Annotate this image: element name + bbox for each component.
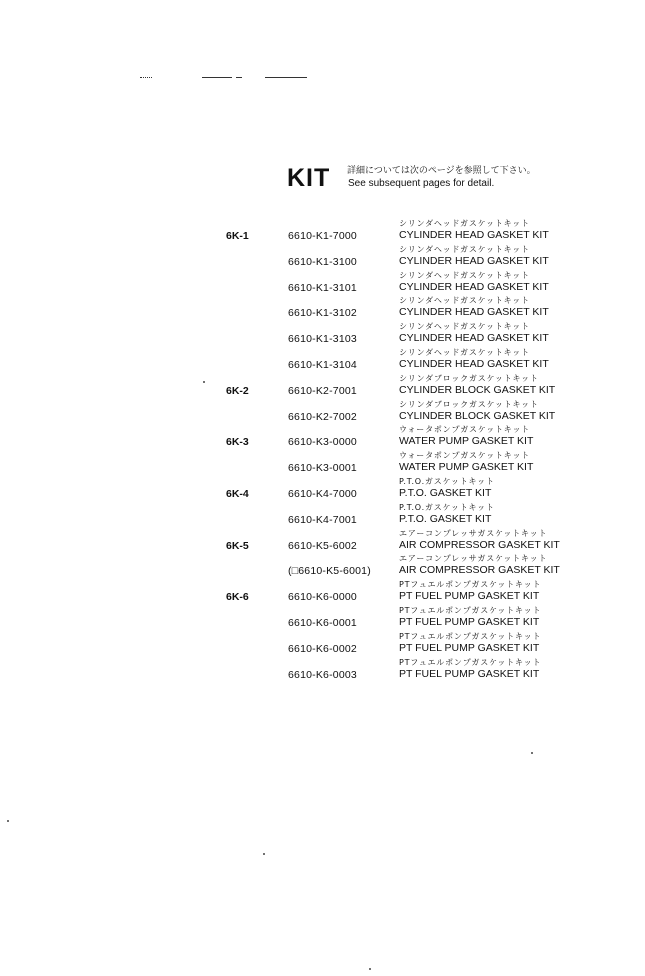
part-name-japanese: PTフュエルポンプガスケットキット bbox=[399, 657, 542, 667]
part-name-english: CYLINDER HEAD GASKET KIT bbox=[399, 229, 549, 241]
part-number: 6610-K1-3103 bbox=[288, 333, 357, 346]
group-code: 6K-1 bbox=[226, 230, 249, 242]
scan-speck bbox=[531, 752, 533, 754]
part-name-english: AIR COMPRESSOR GASKET KIT bbox=[399, 538, 560, 551]
part-number: (□6610-K5-6001) bbox=[288, 565, 371, 578]
kit-entry bbox=[0, 375, 645, 401]
part-name-english: AIR COMPRESSOR GASKET KIT bbox=[399, 564, 560, 577]
part-name-japanese: PTフュエルポンプガスケットキット bbox=[399, 580, 542, 590]
part-name-japanese: シリンダヘッドガスケットキット bbox=[399, 322, 530, 332]
kit-entry bbox=[0, 426, 645, 452]
kit-entry bbox=[0, 246, 645, 272]
group-code: 6K-4 bbox=[226, 487, 249, 500]
scan-speck bbox=[369, 968, 371, 970]
part-name-japanese: シリンダヘッドガスケットキット bbox=[399, 270, 530, 280]
part-number: 6610-K2-7001 bbox=[288, 384, 357, 397]
part-number: 6610-K6-0000 bbox=[288, 591, 357, 604]
part-name-english: CYLINDER HEAD GASKET KIT bbox=[399, 280, 549, 293]
part-number: 6610-K6-0002 bbox=[288, 642, 357, 655]
scan-speck bbox=[263, 853, 265, 855]
part-number: 6610-K4-7001 bbox=[288, 513, 357, 526]
part-name-english: PT FUEL PUMP GASKET KIT bbox=[399, 667, 540, 680]
group-code: 6K-3 bbox=[226, 436, 249, 449]
scan-speck bbox=[7, 820, 9, 822]
kit-entry bbox=[0, 401, 645, 427]
part-number: 6610-K3-0000 bbox=[288, 436, 357, 449]
part-name-english: CYLINDER HEAD GASKET KIT bbox=[399, 254, 549, 267]
kit-entry bbox=[0, 659, 645, 685]
page-title: KIT bbox=[287, 164, 331, 192]
kit-entry bbox=[0, 220, 645, 246]
kit-entry bbox=[0, 349, 645, 375]
part-name-english: PT FUEL PUMP GASKET KIT bbox=[399, 590, 540, 603]
group-code: 6K-5 bbox=[226, 539, 249, 552]
part-name-japanese: シリンダヘッドガスケットキット bbox=[399, 219, 530, 228]
part-name-english: WATER PUMP GASKET KIT bbox=[399, 435, 534, 448]
part-name-japanese: PTフュエルポンプガスケットキット bbox=[399, 631, 542, 641]
kit-entry bbox=[0, 581, 645, 607]
part-name-japanese: エアーコンプレッサガスケットキット bbox=[399, 528, 548, 538]
part-name-japanese: エアーコンプレッサガスケットキット bbox=[399, 554, 548, 564]
part-number: 6610-K3-0001 bbox=[288, 462, 357, 475]
kit-entry bbox=[0, 555, 645, 581]
kit-entry bbox=[0, 323, 645, 349]
part-name-english: PT FUEL PUMP GASKET KIT bbox=[399, 615, 540, 628]
part-number: 6610-K1-3100 bbox=[288, 255, 357, 268]
part-number: 6610-K4-7000 bbox=[288, 487, 357, 500]
group-code: 6K-2 bbox=[226, 384, 249, 397]
kit-entry bbox=[0, 504, 645, 530]
part-name-english: WATER PUMP GASKET KIT bbox=[399, 461, 534, 474]
kit-entry bbox=[0, 272, 645, 298]
kit-entry bbox=[0, 297, 645, 323]
part-number: 6610-K1-3101 bbox=[288, 281, 357, 294]
kit-list bbox=[0, 220, 645, 684]
note-english: See subsequent pages for detail. bbox=[348, 178, 495, 189]
part-number: 6610-K1-3102 bbox=[288, 307, 357, 320]
part-name-english: PT FUEL PUMP GASKET KIT bbox=[399, 641, 540, 654]
part-name-english: CYLINDER HEAD GASKET KIT bbox=[399, 357, 549, 370]
kit-entry bbox=[0, 607, 645, 633]
scan-mark bbox=[265, 77, 307, 78]
part-name-english: CYLINDER HEAD GASKET KIT bbox=[399, 332, 549, 345]
part-number: 6610-K6-0001 bbox=[288, 616, 357, 629]
scan-mark bbox=[140, 77, 152, 78]
part-number: 6610-K1-7000 bbox=[288, 230, 357, 242]
note-japanese: 詳細については次のページを参照して下さい。 bbox=[347, 166, 536, 176]
part-name-japanese: シリンダヘッドガスケットキット bbox=[399, 296, 530, 306]
part-name-japanese: P.T.O.ガスケットキット bbox=[399, 502, 495, 512]
kit-entry bbox=[0, 530, 645, 556]
part-name-japanese: シリンダヘッドガスケットキット bbox=[399, 347, 530, 357]
part-name-japanese: シリンダブロックガスケットキット bbox=[399, 373, 539, 383]
scan-mark bbox=[236, 77, 242, 78]
part-name-japanese: シリンダヘッドガスケットキット bbox=[399, 244, 530, 254]
kit-entry bbox=[0, 633, 645, 659]
part-name-japanese: P.T.O.ガスケットキット bbox=[399, 476, 495, 486]
part-name-english: P.T.O. GASKET KIT bbox=[399, 486, 492, 499]
part-number: 6610-K6-0003 bbox=[288, 668, 357, 681]
scan-mark bbox=[202, 77, 232, 78]
group-code: 6K-6 bbox=[226, 591, 249, 604]
part-name-english: CYLINDER BLOCK GASKET KIT bbox=[399, 409, 556, 422]
part-number: 6610-K2-7002 bbox=[288, 410, 357, 423]
part-number: 6610-K1-3104 bbox=[288, 358, 357, 371]
part-number: 6610-K5-6002 bbox=[288, 539, 357, 552]
part-name-english: P.T.O. GASKET KIT bbox=[399, 512, 492, 525]
part-name-japanese: ウォータポンプガスケットキット bbox=[399, 425, 531, 435]
part-name-japanese: シリンダブロックガスケットキット bbox=[399, 399, 539, 409]
part-name-japanese: PTフュエルポンプガスケットキット bbox=[399, 605, 542, 615]
kit-entry bbox=[0, 452, 645, 478]
part-name-japanese: ウォータポンプガスケットキット bbox=[399, 451, 531, 461]
part-name-english: CYLINDER BLOCK GASKET KIT bbox=[399, 383, 556, 396]
kit-entry bbox=[0, 478, 645, 504]
part-name-english: CYLINDER HEAD GASKET KIT bbox=[399, 306, 549, 319]
